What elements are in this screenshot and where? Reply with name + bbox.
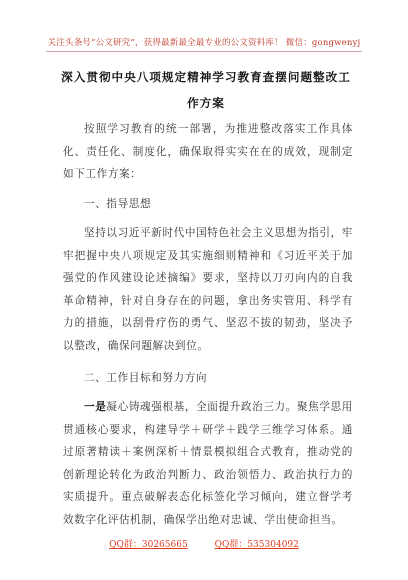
header-notice-text: 关注头条号“公文研究”，获得最新最全最专业的公文资料库！ 微信：gongwenyj xyxy=(47,38,361,48)
section-heading-goals: 二、工作目标和努力方向 xyxy=(84,372,208,384)
section1-paragraph: 坚持以习近平新时代中国特色社会主义思想为指引，牢牢把握中央八项规定及其实施细则精神和《习近平关于加强党的作风建设论述摘编》要求，坚持以刀刃向内的自我革命精神，针对自身存在的问题，拿出务实管用、科学有力的措施，以刮骨疗伤的勇气、坚忍不拔的韧劲，坚决予以整改，确保问题解决到位。 xyxy=(63,227,353,352)
section2-block xyxy=(63,396,353,532)
header-divider xyxy=(46,51,362,52)
section2-paragraph xyxy=(63,396,353,532)
intro-block xyxy=(63,118,353,186)
section1-block xyxy=(63,222,353,358)
document-title: 深入贯彻中央八项规定精神学习教育查摆问题整改工作方案 xyxy=(61,70,351,110)
section2-text: 凝心铸魂强根基，全面提升政治三力。聚焦学思用贯通核心要求，构建导学＋研学＋践学三维学习体系。通过原著精读＋案例深析＋情景模拟组合式教育，推动党的创新理论转化为政治判断力、政治领悟力、政治执行力的实质提升。重点破解表态化标签化学习倾向，建立督学考效数字化评估机制，确保学出绝对忠诚、学出使命担当。 xyxy=(63,401,353,526)
footer-qq-group-2[interactable]: QQ群：535304092 xyxy=(214,540,299,550)
section2-lead: 一是 xyxy=(84,401,107,413)
header-notice xyxy=(0,36,408,48)
section-heading-guiding-thought: 一、指导思想 xyxy=(84,198,152,210)
footer-qq-group-1[interactable]: QQ群：30265665 xyxy=(109,540,188,550)
intro-paragraph: 按照学习教育的统一部署，为推进整改落实工作具体化、责任化、制度化，确保取得实实在在的成效，现制定如下工作方案： xyxy=(63,123,353,181)
footer-contacts xyxy=(0,537,408,550)
